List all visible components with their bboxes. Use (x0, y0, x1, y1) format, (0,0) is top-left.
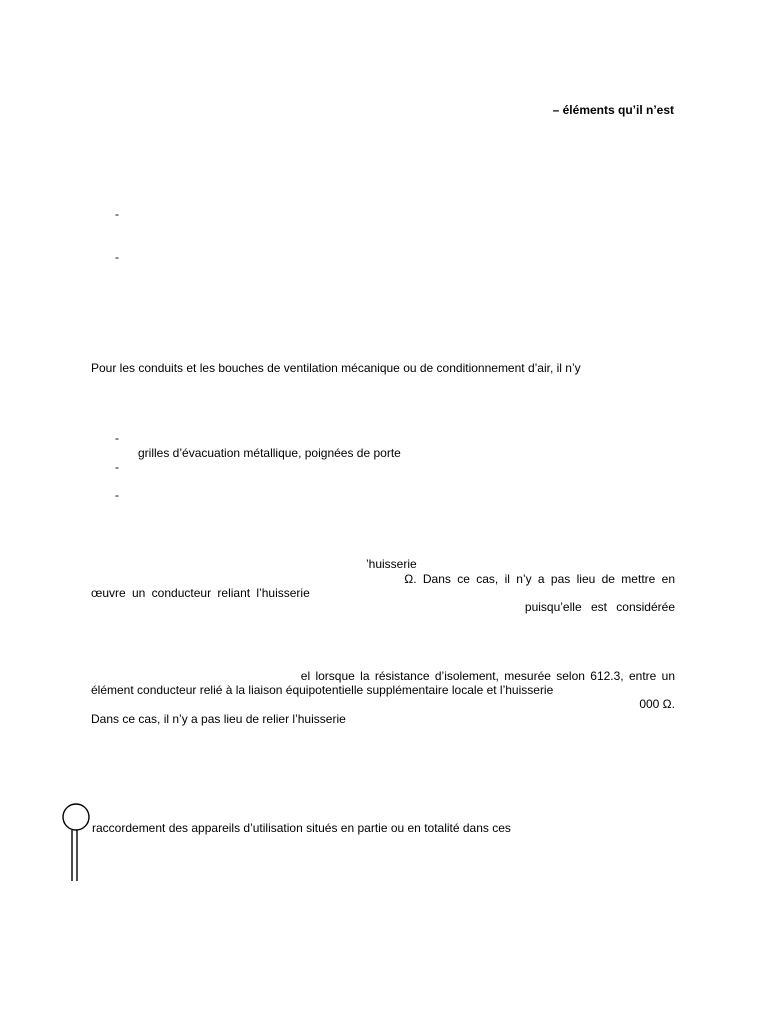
bullet-dash: - (115, 460, 119, 474)
paragraph-line: Dans ce cas, il n’y a pas lieu de relier l’huisserie (91, 712, 346, 726)
bullet-item-text: grilles d’évacuation métallique, poignées de porte (138, 446, 401, 460)
ventilation-paragraph: Pour les conduits et les bouches de ventilation mécanique ou de conditionnement d’air, il n’y (91, 361, 581, 375)
paragraph-line: puisqu’elle est considérée (524, 600, 675, 614)
bullet-dash: - (115, 207, 119, 221)
paragraph-line: el lorsque la résistance d’isolement, mesurée selon 612.3, entre un (300, 669, 675, 683)
paragraph-line: ’huisserie (366, 557, 417, 571)
bullet-dash: - (115, 250, 119, 264)
paragraph-line: 000 Ω. (639, 697, 675, 711)
paragraph-line: élément conducteur relié à la liaison équipotentielle supplémentaire locale et l’huisserie (91, 683, 554, 697)
raccordement-paragraph: raccordement des appareils d’utilisation situés en partie ou en totalité dans ces (92, 821, 511, 835)
bullet-dash: - (115, 488, 119, 502)
bullet-dash: - (115, 431, 119, 445)
section-heading: – éléments qu’il n’est (552, 103, 674, 117)
paragraph-line: œuvre un conducteur reliant l’huisserie (91, 586, 310, 600)
paragraph-line: Ω. Dans ce cas, il n’y a pas lieu de mettre en (404, 572, 675, 586)
margin-marker-icon (58, 802, 98, 884)
